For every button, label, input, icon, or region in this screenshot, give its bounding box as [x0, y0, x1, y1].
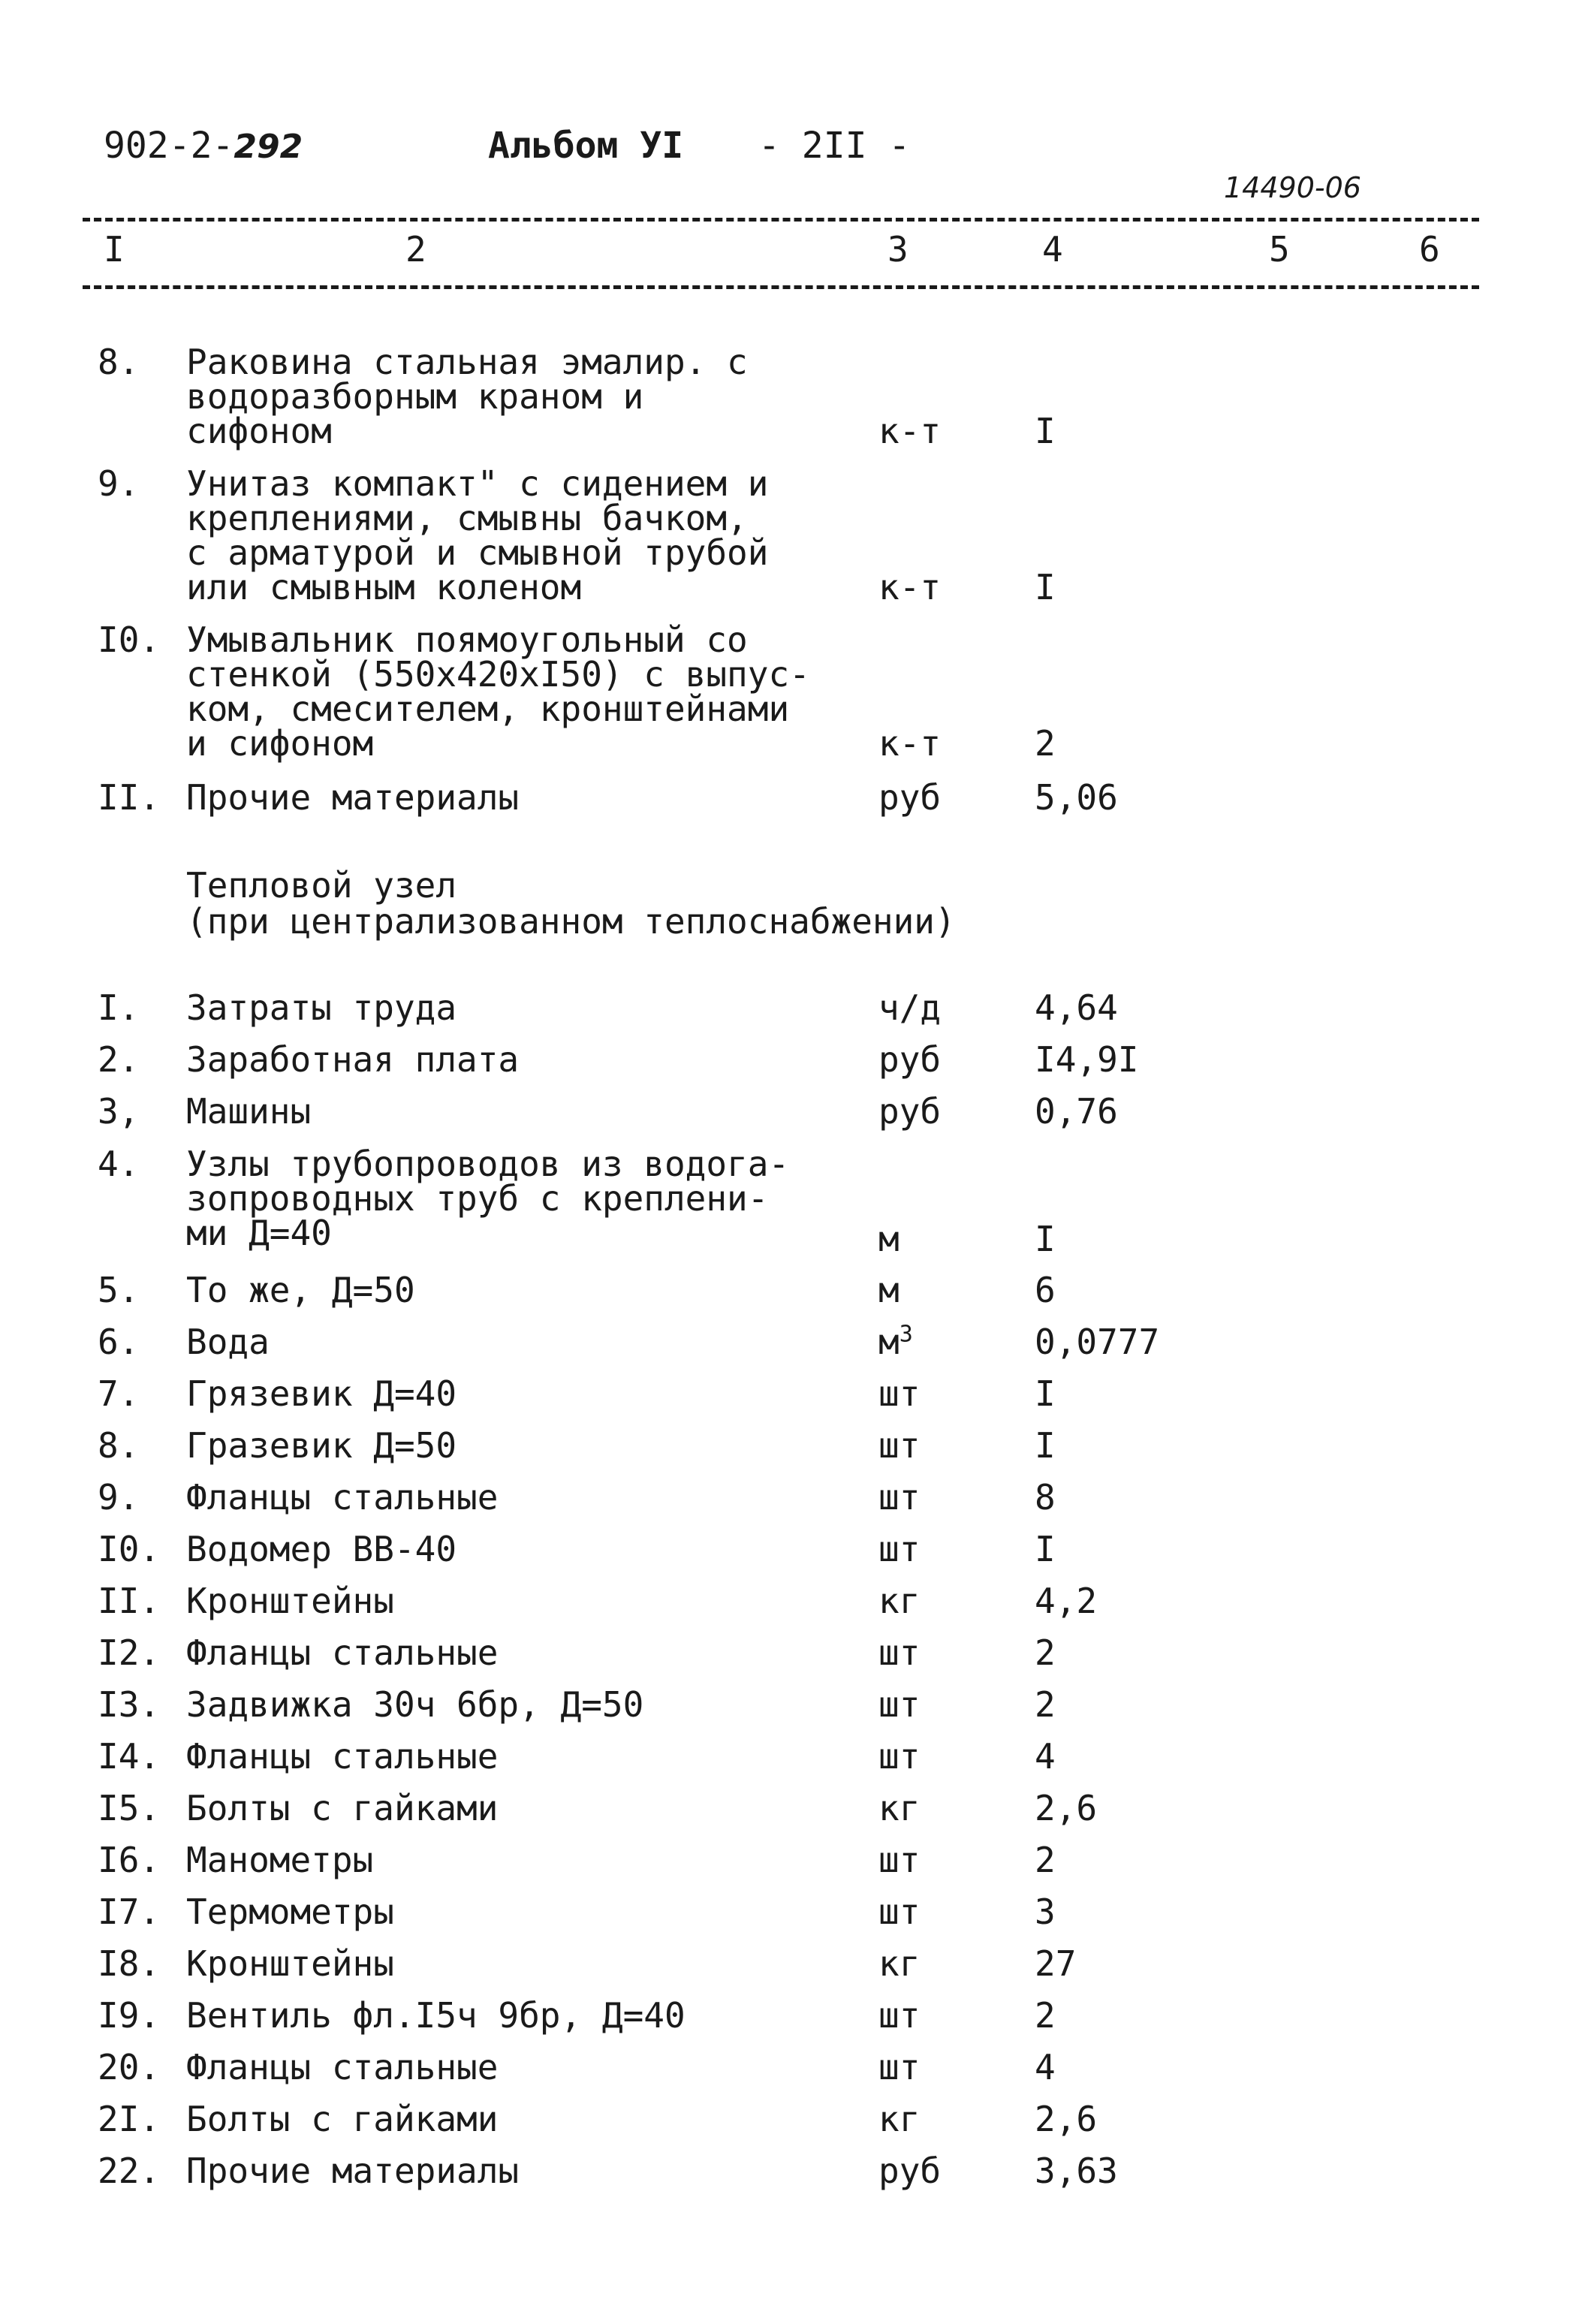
- row-quantity: 27: [1035, 1943, 1077, 1984]
- row-number: 4.: [98, 1144, 140, 1184]
- row-quantity: I: [1035, 1373, 1056, 1414]
- header-top-rule: [83, 218, 1479, 222]
- row-quantity: I: [1035, 411, 1056, 451]
- row-name: Вентиль фл.I5ч 9бр, Д=40: [186, 1995, 686, 2036]
- row-unit: м: [878, 1219, 899, 1259]
- row-unit: шт: [878, 1840, 921, 1880]
- column-header-1: I: [104, 229, 125, 270]
- row-quantity: 0,0777: [1035, 1322, 1160, 1362]
- row-name: Фланцы стальные: [186, 1477, 499, 1518]
- row-unit: шт: [878, 1373, 921, 1414]
- row-quantity: I: [1035, 1219, 1056, 1259]
- row-quantity: 2,6: [1035, 2099, 1098, 2139]
- row-number: I6.: [98, 1840, 161, 1880]
- row-unit: руб: [878, 1091, 942, 1132]
- row-unit: кг: [878, 2099, 921, 2139]
- row-name: Затраты труда: [186, 987, 457, 1028]
- row-quantity: 2: [1035, 723, 1056, 764]
- row-unit: руб: [878, 2151, 942, 2191]
- row-unit: шт: [878, 1632, 921, 1673]
- row-quantity: I: [1035, 1425, 1056, 1466]
- row-quantity: 4: [1035, 2047, 1056, 2087]
- row-name-line: ми Д=40: [186, 1213, 332, 1253]
- row-unit: [878, 1321, 913, 1362]
- row-quantity: I4,9I: [1035, 1039, 1139, 1080]
- row-number: 7.: [98, 1373, 140, 1414]
- row-number: 5.: [98, 1270, 140, 1310]
- row-quantity: 2,6: [1035, 1788, 1098, 1828]
- row-unit-base: м: [878, 1322, 899, 1362]
- column-header-4: 4: [1042, 229, 1063, 270]
- row-number: 8.: [98, 342, 140, 382]
- row-quantity: 2: [1035, 1995, 1056, 2036]
- section-subtitle: (при централизованном теплоснабжении): [186, 901, 956, 942]
- row-quantity: 4,64: [1035, 987, 1118, 1028]
- row-unit: шт: [878, 1995, 921, 2036]
- row-quantity: 2: [1035, 1840, 1056, 1880]
- row-number: 9.: [98, 1477, 140, 1518]
- row-unit-superscript: 3: [899, 1321, 913, 1348]
- album-label: Альбом УI: [488, 125, 684, 167]
- row-name-line: или смывным коленом: [186, 567, 582, 607]
- row-number: I5.: [98, 1788, 161, 1828]
- row-unit: шт: [878, 1891, 921, 1932]
- row-name: Задвижка 30ч 6бр, Д=50: [186, 1684, 644, 1725]
- row-name: Заработная плата: [186, 1039, 520, 1080]
- row-number: I0.: [98, 1529, 161, 1569]
- row-quantity: 2: [1035, 1632, 1056, 1673]
- column-header-2: 2: [405, 229, 426, 270]
- row-unit: кг: [878, 1788, 921, 1828]
- row-quantity: 4,2: [1035, 1581, 1098, 1621]
- row-name-line: водоразборным краном и: [186, 376, 644, 417]
- row-name-line: Раковина стальная эмалир. с: [186, 342, 748, 382]
- document-code-printed: 902-2-: [104, 125, 234, 167]
- row-name: Кронштейны: [186, 1943, 394, 1984]
- header-bottom-rule: [83, 285, 1479, 289]
- row-unit: к-т: [878, 411, 942, 451]
- row-name: Манометры: [186, 1840, 374, 1880]
- row-name: Водомер ВВ-40: [186, 1529, 457, 1569]
- row-number: I3.: [98, 1684, 161, 1725]
- row-unit: руб: [878, 777, 942, 818]
- row-quantity: 6: [1035, 1270, 1056, 1310]
- row-unit: кг: [878, 1581, 921, 1621]
- row-name-line: сифоном: [186, 411, 332, 451]
- row-name: Болты с гайками: [186, 2099, 499, 2139]
- row-number: I8.: [98, 1943, 161, 1984]
- row-number: I7.: [98, 1891, 161, 1932]
- row-name-line: с арматурой и смывной трубой: [186, 532, 769, 573]
- row-name: Грязевик Д=40: [186, 1373, 457, 1414]
- column-header-3: 3: [887, 229, 909, 270]
- row-name: Вода: [186, 1322, 270, 1362]
- row-unit: шт: [878, 1425, 921, 1466]
- row-name: Кронштейны: [186, 1581, 394, 1621]
- row-name-line: и сифоном: [186, 723, 374, 764]
- column-header-6: 6: [1419, 229, 1440, 270]
- row-name: То же, Д=50: [186, 1270, 415, 1310]
- row-name: Фланцы стальные: [186, 1736, 499, 1777]
- row-unit: шт: [878, 1477, 921, 1518]
- column-header-5: 5: [1269, 229, 1290, 270]
- row-name-line: Умывальник поямоугольный со: [186, 619, 748, 660]
- row-quantity: 4: [1035, 1736, 1056, 1777]
- row-number: I.: [98, 987, 140, 1028]
- row-name-line: Унитаз компакт" с сидением и: [186, 463, 769, 504]
- handwritten-stamp: 14490-06: [1224, 171, 1361, 204]
- row-name-line: стенкой (550х420хI50) с выпус-: [186, 654, 810, 695]
- row-number: 3,: [98, 1091, 140, 1132]
- row-quantity: 0,76: [1035, 1091, 1118, 1132]
- row-quantity: 3: [1035, 1891, 1056, 1932]
- row-unit: кг: [878, 1943, 921, 1984]
- row-number: I2.: [98, 1632, 161, 1673]
- row-name: Гразевик Д=50: [186, 1425, 457, 1466]
- row-quantity: I: [1035, 567, 1056, 607]
- row-unit: ч/д: [878, 987, 942, 1028]
- row-quantity: 3,63: [1035, 2151, 1118, 2191]
- row-number: I4.: [98, 1736, 161, 1777]
- row-name: Термометры: [186, 1891, 394, 1932]
- row-name: Прочие материалы: [186, 2151, 520, 2191]
- row-name-line: зопроводных труб с креплени-: [186, 1178, 769, 1219]
- section-title: Тепловой узел: [186, 865, 457, 906]
- row-unit: шт: [878, 1684, 921, 1725]
- row-name: Фланцы стальные: [186, 1632, 499, 1673]
- document-code: [104, 125, 303, 167]
- row-name-line: креплениями, смывны бачком,: [186, 498, 748, 538]
- row-name: Фланцы стальные: [186, 2047, 499, 2087]
- row-number: 22.: [98, 2151, 161, 2191]
- row-quantity: 8: [1035, 1477, 1056, 1518]
- row-number: I0.: [98, 619, 161, 660]
- row-name-line: Узлы трубопроводов из водога-: [186, 1144, 790, 1184]
- row-number: 9.: [98, 463, 140, 504]
- row-number: 2I.: [98, 2099, 161, 2139]
- row-unit: руб: [878, 1039, 942, 1080]
- row-number: II.: [98, 777, 161, 818]
- row-unit: к-т: [878, 723, 942, 764]
- row-unit: к-т: [878, 567, 942, 607]
- row-name: Машины: [186, 1091, 312, 1132]
- row-number: 6.: [98, 1322, 140, 1362]
- document-code-handwritten: 292: [234, 128, 303, 166]
- row-number: 20.: [98, 2047, 161, 2087]
- row-name-line: ком, смесителем, кронштейнами: [186, 689, 790, 729]
- row-quantity: I: [1035, 1529, 1056, 1569]
- row-unit: шт: [878, 1529, 921, 1569]
- page-number: - 2II -: [758, 125, 911, 167]
- row-name: Болты с гайками: [186, 1788, 499, 1828]
- row-unit: шт: [878, 1736, 921, 1777]
- row-quantity: 5,06: [1035, 777, 1118, 818]
- row-number: 2.: [98, 1039, 140, 1080]
- row-quantity: 2: [1035, 1684, 1056, 1725]
- row-name: Прочие материалы: [186, 777, 520, 818]
- row-unit: м: [878, 1270, 899, 1310]
- row-number: II.: [98, 1581, 161, 1621]
- row-number: I9.: [98, 1995, 161, 2036]
- row-number: 8.: [98, 1425, 140, 1466]
- row-unit: шт: [878, 2047, 921, 2087]
